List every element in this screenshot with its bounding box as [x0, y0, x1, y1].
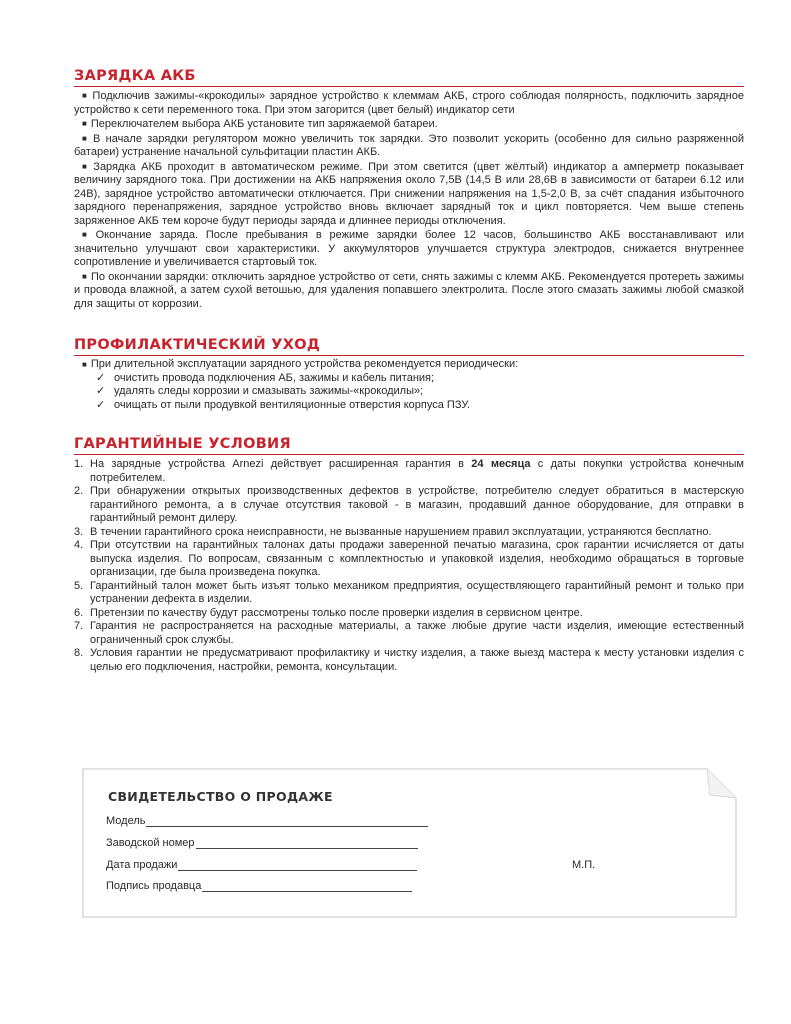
seller-signature-field[interactable]: Подпись продавца: [106, 880, 412, 892]
warranty-list: [74, 458, 744, 674]
certificate-title: СВИДЕТЕЛЬСТВО О ПРОДАЖЕ: [108, 789, 333, 804]
maintenance-item: ✓ удалять следы коррозии и смазывать зажимы-«крокодилы»;: [96, 385, 424, 397]
bullet-icon: ■: [82, 161, 90, 171]
warranty-item: 5. Гарантийный талон может быть изъят только механиком предприятия, осуществляющего гарантийный ремонт и только при устранении дефекта в изделии.: [74, 579, 744, 605]
sale-date-line: [178, 859, 417, 871]
stamp-place-label: М.П.: [572, 859, 596, 871]
charging-paragraph: ■ По окончании зарядки: отключить зарядное устройство от сети, снять зажимы с клемм АКБ. Рекомендуется протереть зажимы и провода влажной, а затем сухой ветошью, для удаления попавшего электролита. После этого смазать зажимы любой смазкой для защиты от коррозии.: [74, 270, 744, 310]
maintenance-item: ✓ очищать от пыли продувкой вентиляционные отверстия корпуса ПЗУ.: [96, 398, 470, 411]
warranty-period: 24 месяца: [471, 458, 531, 470]
charging-paragraph: ■ Подключив зажимы-«крокодилы» зарядное устройство к клеммам АКБ, строго соблюдая полярность, подключить зарядное устройство к сети переменного тока. При этом загорится (цвет белый) индикатор сети: [74, 90, 744, 116]
section-title-charging: ЗАРЯДКА АКБ: [74, 68, 744, 87]
serial-field[interactable]: Заводской номер: [106, 837, 418, 849]
serial-line: [196, 837, 418, 849]
model-field[interactable]: Модель: [106, 815, 428, 827]
warranty-item: 7. Гарантия не распространяется на расходные материалы, а также любые другие части изделия, имеющие естественный ограниченный срок службы.: [74, 620, 744, 646]
charging-paragraph: ■ Окончание заряда. После пребывания в режиме зарядки более 12 часов, большинство АКБ восстанавливают или значительно улучшают свои характеристики. У аккумуляторов улучшается структура электродов, снижается внутреннее сопротивление и увеличивается стартовый ток.: [74, 229, 744, 268]
signature-line: [202, 880, 412, 892]
bullet-icon: ■: [82, 133, 90, 143]
warranty-item: 1. На зарядные устройства Arnezi действует расширенная гарантия в 24 месяца с даты покупки устройства конечным потребителем.: [74, 458, 744, 484]
bullet-icon: ■: [82, 360, 87, 369]
bullet-icon: ■: [82, 271, 87, 281]
maintenance-item: ✓ очистить провода подключения АБ, зажимы и кабель питания;: [96, 371, 435, 384]
bullet-icon: ■: [82, 230, 92, 239]
checkmark-icon: ✓: [96, 385, 106, 397]
warranty-item: 2. При обнаружении открытых производственных дефектов в устройстве, потребителю следует обратиться в мастерскую гарантийного ремонта, а в случае отсутствия таковой - в магазин, продавший данное оборудование, для отправки в гарантийный ремонт дилеру.: [74, 485, 744, 524]
bullet-icon: ■: [82, 119, 87, 128]
model-line: [146, 815, 428, 827]
charging-paragraph: ■ Переключателем выбора АКБ установите тип заряжаемой батареи.: [82, 118, 438, 130]
charging-paragraph: ■ Зарядка АКБ проходит в автоматическом режиме. При этом светится (цвет жёлтый) индикатор а амперметр показывает величину зарядного тока. При достижении на АКБ напряжения около 7,5В (14,5 В или 28,6В в зависимости от батареи 6.12 или 24В), зарядное устройство автоматически отключается. При снижении напряжения на 1,5-2,0 В, за счёт спадания избыточного зарядного перенапряжения, зарядное устройство вновь включает зарядный ток и цикл повторяется. Чем выше степень заряженное АКБ тем короче будут периоды заряда и длиннее периоды отключения.: [74, 160, 744, 227]
warranty-item: 4. При отсутствии на гарантийных талонах даты продажи заверенной печатью магазина, срок гарантии исчисляется от даты выпуска изделия. По вопросам, связанным с комплектностью и упаковкой изделия, необходимо обращаться в торговые организации, где была произведена покупка.: [74, 539, 744, 578]
section-title-warranty: ГАРАНТИЙНЫЕ УСЛОВИЯ: [74, 436, 744, 455]
checkmark-icon: ✓: [96, 371, 106, 384]
maintenance-intro: ■ При длительной эксплуатации зарядного устройства рекомендуется периодически:: [82, 358, 519, 370]
section-title-maintenance: ПРОФИЛАКТИЧЕСКИЙ УХОД: [74, 337, 744, 356]
warranty-item: 8. Условия гарантии не предусматривают профилактику и чистку изделия, а также выезд мастера к месту установки изделия с целью его подключения, настройки, ремонта, консультации.: [74, 647, 744, 673]
bullet-icon: ■: [82, 91, 89, 100]
checkmark-icon: ✓: [96, 398, 106, 411]
charging-paragraph: ■ В начале зарядки регулятором можно увеличить ток зарядки. Это позволит ускорить (особенно для сильно разряженной батареи) устранение начальной сульфитации пластин АКБ.: [74, 132, 744, 158]
charging-instructions: [74, 89, 744, 311]
sale-certificate: [82, 768, 737, 918]
warranty-item: 6. Претензии по качеству будут рассмотрены только после проверки изделия в сервисном центре.: [74, 606, 583, 619]
sale-date-field[interactable]: Дата продажи: [106, 859, 417, 871]
warranty-item: 3. В течении гарантийного срока неисправности, не вызванные нарушением правил эксплуатации, устраняются бесплатно.: [74, 525, 712, 538]
maintenance-list: [74, 372, 744, 413]
document-page: [74, 60, 744, 674]
